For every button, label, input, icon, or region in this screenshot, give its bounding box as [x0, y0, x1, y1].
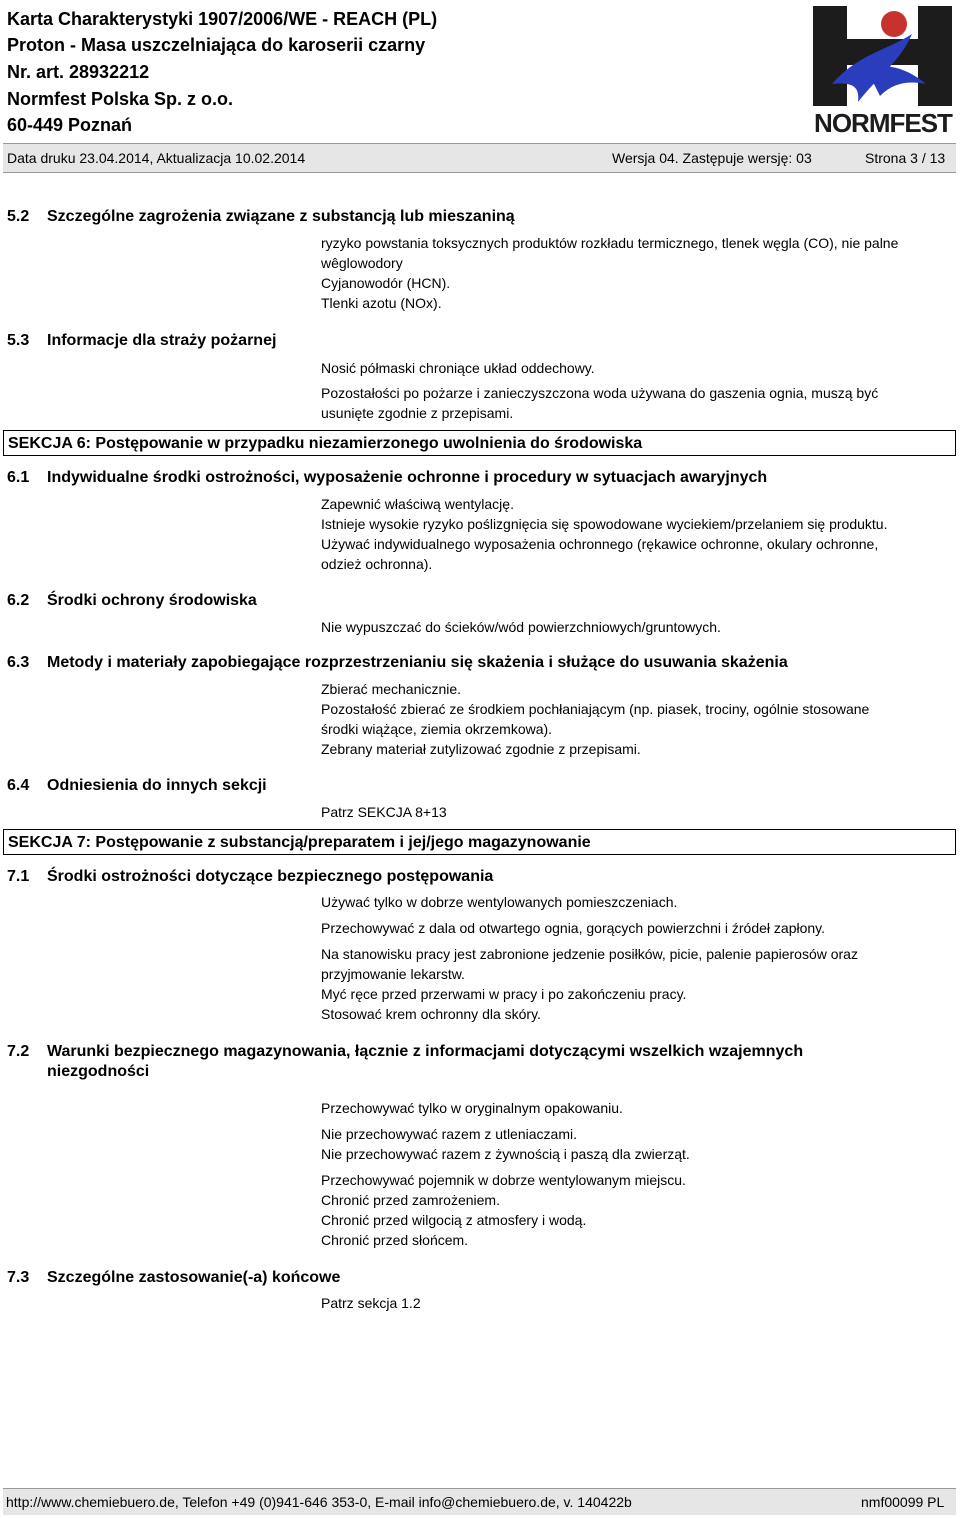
text-line: Pozostałości po pożarze i zanieczyszczona woda używana do gaszenia ognia, muszą być — [321, 385, 879, 401]
text-line: Używać tylko w dobrze wentylowanych pomieszczeniach. — [321, 894, 678, 910]
text-line: Nie przechowywać razem z utleniaczami. — [321, 1126, 577, 1142]
text-line: środki wiążące, ziemia okrzemkowa). — [321, 721, 553, 737]
footer-contact: http://www.chemiebuero.de, Telefon +49 (0)941-646 353-0, E-mail info@chemiebuero.de, v. 140422b — [6, 1494, 632, 1510]
section-title: Indywidualne środki ostrożności, wyposażenie ochronne i procedury w sytuacjach awaryjnych — [47, 469, 768, 486]
meta-bar — [3, 143, 956, 173]
text-line: Patrz SEKCJA 8+13 — [321, 804, 447, 820]
text-line: Stosować krem ochronny dla skóry. — [321, 1006, 541, 1022]
text-line: Nie przechowywać razem z żywnością i paszą dla zwierząt. — [321, 1146, 690, 1162]
section-title: Środki ostrożności dotyczące bezpiecznego postępowania — [47, 868, 494, 885]
normfest-logo — [808, 4, 956, 140]
product-name: Proton - Masa uszczelniająca do karoserii czarny — [7, 35, 426, 55]
section-title-continued: niezgodności — [47, 1063, 150, 1080]
footer-bar — [3, 1488, 956, 1515]
document-title: Karta Charakterystyki 1907/2006/WE - REACH (PL) — [7, 9, 438, 29]
text-line: Chronić przed zamrożeniem. — [321, 1192, 500, 1208]
section-number: 5.2 — [7, 208, 30, 225]
text-line: usunięte zgodnie z przepisami. — [321, 405, 514, 421]
section-number: 6.4 — [7, 777, 30, 794]
text-line: Istnieje wysokie ryzyko poślizgnięcia się spowodowane wyciekiem/przelaniem się produktu. — [321, 516, 888, 532]
text-line: Używać indywidualnego wyposażenia ochronnego (rękawice ochronne, okulary ochronne, — [321, 536, 879, 552]
section-title: Środki ochrony środowiska — [47, 592, 257, 609]
text-line: Nosić półmaski chroniące układ oddechowy. — [321, 360, 595, 376]
text-line: wêglowodory — [321, 255, 403, 271]
text-line: przyjmowanie lekarstw. — [321, 966, 465, 982]
version-info: Wersja 04. Zastępuje wersję: 03 — [612, 150, 812, 166]
section-title: Warunki bezpiecznego magazynowania, łącznie z informacjami dotyczącymi wszelkich wzajemnych — [47, 1043, 804, 1060]
text-line: Myć ręce przed przerwami w pracy i po zakończeniu pracy. — [321, 986, 687, 1002]
text-line: Patrz sekcja 1.2 — [321, 1295, 421, 1311]
company-city: 60-449 Poznań — [7, 115, 133, 135]
section-number: 7.1 — [7, 868, 30, 885]
text-line: Cyjanowodór (HCN). — [321, 275, 451, 291]
text-line: Zebrany materiał zutylizować zgodnie z przepisami. — [321, 741, 641, 757]
section-title: Szczególne zagrożenia związane z substancją lub mieszaniną — [47, 208, 515, 225]
text-line: Na stanowisku pracy jest zabronione jedzenie posiłków, picie, palenie papierosów oraz — [321, 946, 858, 962]
section-number: 7.3 — [7, 1269, 30, 1286]
section-title: Metody i materiały zapobiegające rozprzestrzenianiu się skażenia i służące do usuwania skażenia — [47, 654, 788, 671]
page-number: Strona 3 / 13 — [865, 150, 946, 166]
text-line: Zbierać mechanicznie. — [321, 681, 462, 697]
section-title: Informacje dla straży pożarnej — [47, 332, 277, 349]
text-line: odzież ochronna). — [321, 556, 433, 572]
text-line: Zapewnić właściwą wentylację. — [321, 496, 514, 512]
text-line: Przechowywać tylko w oryginalnym opakowaniu. — [321, 1100, 623, 1116]
print-dates: Data druku 23.04.2014, Aktualizacja 10.02.2014 — [7, 150, 306, 166]
section-number: 5.3 — [7, 332, 30, 349]
section-heading: SEKCJA 7: Postępowanie z substancją/preparatem i jej/jego magazynowanie — [3, 829, 956, 855]
text-line: Nie wypuszczać do ścieków/wód powierzchniowych/gruntowych. — [321, 619, 721, 635]
text-line: Chronić przed słońcem. — [321, 1232, 469, 1248]
section-number: 6.3 — [7, 654, 30, 671]
section-title: Szczególne zastosowanie(-a) końcowe — [47, 1269, 341, 1286]
section-title: Odniesienia do innych sekcji — [47, 777, 267, 794]
text-line: ryzyko powstania toksycznych produktów rozkładu termicznego, tlenek węgla (CO), nie palne — [321, 235, 899, 251]
text-line: Chronić przed wilgocią z atmosfery i wodą. — [321, 1212, 587, 1228]
section-number: 6.1 — [7, 469, 30, 486]
text-line: Przechowywać z dala od otwartego ognia, gorących powierzchni i źródeł zapłony. — [321, 920, 826, 936]
article-number: Nr. art. 28932212 — [7, 62, 150, 82]
section-number: 6.2 — [7, 592, 30, 609]
text-line: Przechowywać pojemnik w dobrze wentylowanym miejscu. — [321, 1172, 686, 1188]
text-line: Tlenki azotu (NOx). — [321, 295, 442, 311]
company-name: Normfest Polska Sp. z o.o. — [7, 89, 234, 109]
logo-text: NORMFEST — [814, 108, 952, 138]
footer-doc-code: nmf00099 PL — [861, 1494, 945, 1510]
section-heading: SEKCJA 6: Postępowanie w przypadku niezamierzonego uwolnienia do środowiska — [3, 430, 956, 456]
text-line: Pozostałość zbierać ze środkiem pochłaniającym (np. piasek, trociny, ogólnie stosowane — [321, 701, 870, 717]
section-number: 7.2 — [7, 1043, 30, 1060]
